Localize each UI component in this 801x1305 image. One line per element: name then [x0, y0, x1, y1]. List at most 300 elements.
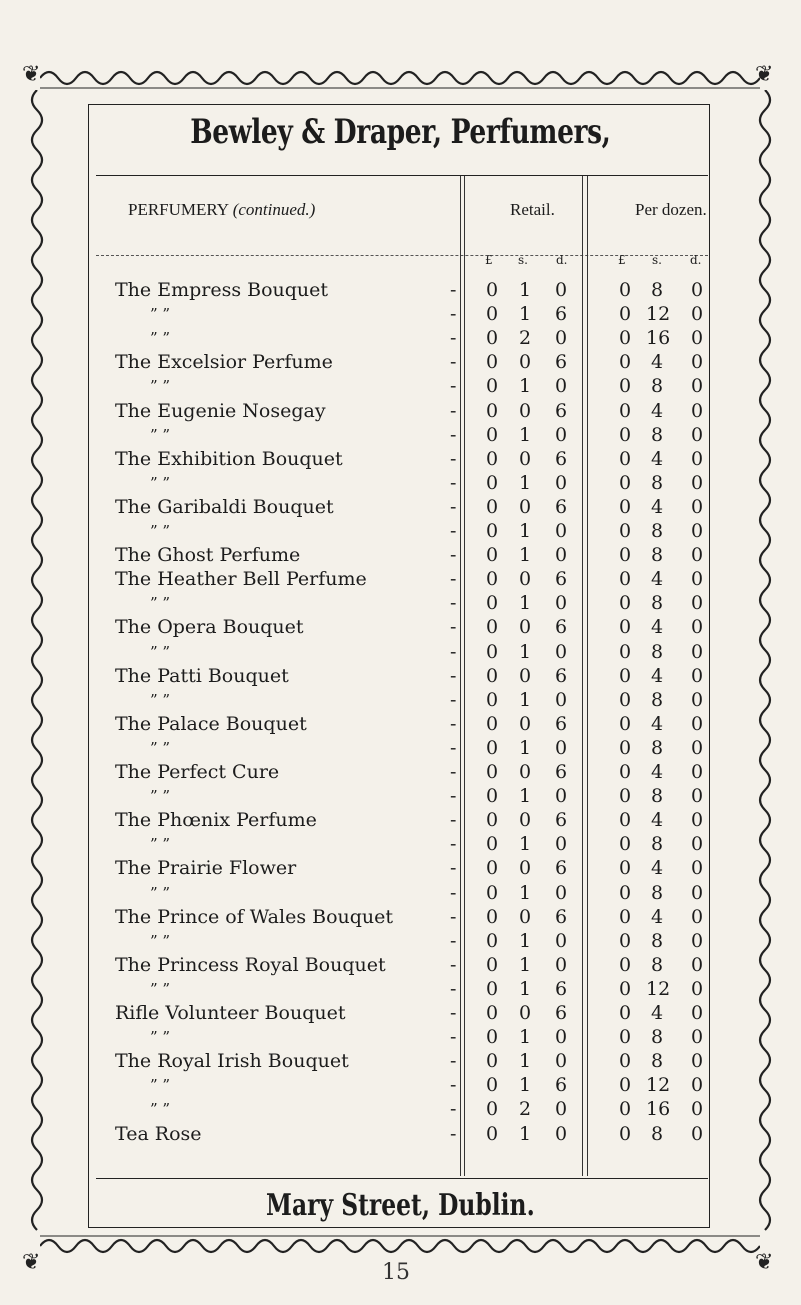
dozen-pounds: 0 [618, 592, 632, 615]
dozen-shillings: 12 [646, 303, 671, 326]
dozen-pounds: 0 [618, 568, 632, 591]
item-name: The Empress Bouquet [115, 279, 329, 301]
dozen-shillings: 12 [646, 1074, 671, 1097]
leader-dash: - [450, 833, 457, 856]
retail-pence: 6 [554, 977, 568, 1000]
dozen-pounds: 0 [618, 1098, 632, 1121]
dozen-shillings: 8 [650, 736, 664, 759]
dozen-pounds: 0 [618, 303, 632, 326]
dozen-pounds: 0 [618, 905, 632, 928]
dozen-shillings: 4 [650, 857, 664, 880]
dozen-pence: 0 [690, 1098, 704, 1121]
dozen-pounds: 0 [618, 881, 632, 904]
dozen-pounds: 0 [618, 495, 632, 518]
table-row [0, 928, 801, 955]
retail-shillings: 1 [518, 640, 532, 663]
item-name: ” ” [150, 425, 171, 444]
dozen-pence: 0 [690, 1122, 704, 1145]
leader-dash: - [450, 616, 457, 639]
retail-shillings: 1 [518, 1122, 532, 1145]
item-name: The Phœnix Perfume [115, 809, 317, 832]
retail-shillings: 0 [518, 809, 532, 832]
dozen-pence: 0 [690, 375, 704, 398]
retail-pounds: 0 [485, 303, 499, 326]
item-name: ” ” [150, 1100, 171, 1119]
retail-shillings: 1 [518, 303, 532, 326]
retail-pounds: 0 [485, 399, 499, 422]
retail-pounds: 0 [485, 592, 499, 615]
retail-pence: 6 [554, 351, 568, 374]
retail-shillings: 1 [518, 592, 532, 615]
retail-shillings: 2 [518, 327, 532, 350]
retail-pounds: 0 [485, 1002, 499, 1024]
item-name: ” ” [150, 690, 171, 709]
table-row [0, 1000, 801, 1027]
retail-pence: 0 [554, 1026, 568, 1049]
leader-dash: - [450, 953, 457, 976]
dozen-pence: 0 [690, 592, 704, 615]
retail-shillings: 1 [518, 471, 532, 494]
dozen-pence: 0 [690, 399, 704, 422]
retail-pounds: 0 [485, 977, 499, 1000]
leader-dash: - [450, 303, 457, 326]
retail-shillings: 0 [518, 399, 532, 422]
retail-pounds: 0 [485, 905, 499, 928]
retail-pounds: 0 [485, 375, 499, 398]
item-name: ” ” [150, 787, 171, 806]
dozen-pence: 0 [690, 785, 704, 808]
retail-pence: 6 [554, 1002, 568, 1024]
dozen-shillings: 4 [650, 495, 664, 518]
retail-pounds: 0 [485, 1098, 499, 1121]
dozen-shillings: 4 [650, 351, 664, 374]
retail-shillings: 0 [518, 568, 532, 591]
retail-pence: 0 [554, 520, 568, 542]
item-name: The Princess Royal Bouquet [115, 953, 386, 976]
retail-shillings: 1 [518, 1050, 532, 1073]
dozen-pounds: 0 [618, 809, 632, 832]
section-label: PERFUMERY [128, 200, 229, 219]
retail-shillings: 1 [518, 881, 532, 904]
header-rule [96, 255, 708, 256]
item-name: ” ” [150, 642, 171, 661]
item-name: ” ” [150, 931, 171, 950]
dozen-shillings: 8 [650, 544, 664, 567]
retail-pence: 0 [554, 375, 568, 398]
dozen-pence: 0 [690, 1026, 704, 1049]
dozen-shillings: 8 [650, 953, 664, 976]
retail-pence: 0 [554, 592, 568, 615]
retail-shillings: 0 [518, 857, 532, 880]
retail-shillings: 1 [518, 1074, 532, 1097]
dozen-pounds: 0 [618, 640, 632, 663]
leader-dash: - [450, 327, 457, 350]
leader-dash: - [450, 399, 457, 422]
dozen-pence: 0 [690, 881, 704, 904]
retail-shillings: 0 [518, 616, 532, 639]
dozen-pence: 0 [690, 761, 704, 783]
dozen-pence: 0 [690, 953, 704, 976]
dozen-pounds: 0 [618, 761, 632, 783]
retail-shillings: 1 [518, 977, 532, 1000]
retail-shillings: 1 [518, 423, 532, 446]
table-row [0, 1072, 801, 1099]
table-row [0, 1096, 801, 1123]
dozen-shillings: 4 [650, 664, 664, 687]
retail-pounds: 0 [485, 761, 499, 783]
item-name: ” ” [150, 1076, 171, 1095]
dozen-pence: 0 [690, 833, 704, 856]
dozen-pounds: 0 [618, 712, 632, 735]
leader-dash: - [450, 688, 457, 711]
dozen-shillings: 8 [650, 1050, 664, 1073]
item-name: The Palace Bouquet [115, 712, 307, 735]
retail-shillings: 1 [518, 375, 532, 398]
table-row [0, 325, 801, 352]
dozen-pence: 0 [690, 544, 704, 567]
leader-dash: - [450, 977, 457, 1000]
unit-pence-retail: d. [556, 253, 568, 267]
retail-shillings: 1 [518, 688, 532, 711]
page-title: Bewley & Draper, Perfumers, [190, 112, 611, 152]
table-row [0, 759, 801, 786]
top-ornamental-border [40, 58, 760, 98]
retail-pence: 0 [554, 688, 568, 711]
item-name: ” ” [150, 377, 171, 396]
dozen-shillings: 8 [650, 688, 664, 711]
corner-ornament-bottom-right: ❦ [755, 1250, 774, 1275]
dozen-pence: 0 [690, 1002, 704, 1024]
item-name: The Heather Bell Perfume [115, 568, 367, 591]
table-row [0, 639, 801, 666]
dozen-pence: 0 [690, 447, 704, 470]
leader-dash: - [450, 1002, 457, 1024]
item-name: ” ” [150, 1028, 171, 1047]
retail-pounds: 0 [485, 423, 499, 446]
leader-dash: - [450, 881, 457, 904]
dozen-pounds: 0 [618, 929, 632, 952]
dozen-shillings: 8 [650, 640, 664, 663]
dozen-shillings: 4 [650, 447, 664, 470]
dozen-pounds: 0 [618, 977, 632, 1000]
table-row [0, 277, 801, 304]
leader-dash: - [450, 495, 457, 518]
dozen-pence: 0 [690, 351, 704, 374]
retail-pence: 6 [554, 905, 568, 928]
dozen-pounds: 0 [618, 953, 632, 976]
leader-dash: - [450, 905, 457, 928]
retail-pounds: 0 [485, 279, 499, 301]
dozen-pounds: 0 [618, 447, 632, 470]
dozen-shillings: 8 [650, 833, 664, 856]
retail-pounds: 0 [485, 736, 499, 759]
leader-dash: - [450, 1074, 457, 1097]
dozen-pounds: 0 [618, 785, 632, 808]
retail-pounds: 0 [485, 640, 499, 663]
table-row [0, 783, 801, 810]
retail-shillings: 0 [518, 495, 532, 518]
dozen-pence: 0 [690, 688, 704, 711]
dozen-shillings: 4 [650, 905, 664, 928]
table-row [0, 614, 801, 641]
retail-pounds: 0 [485, 471, 499, 494]
dozen-pence: 0 [690, 1074, 704, 1097]
retail-pounds: 0 [485, 495, 499, 518]
item-name: The Royal Irish Bouquet [115, 1050, 349, 1073]
retail-pounds: 0 [485, 785, 499, 808]
retail-pounds: 0 [485, 953, 499, 976]
retail-column-header: Retail. [510, 200, 555, 219]
unit-pound-retail: £ [485, 253, 493, 267]
retail-pounds: 0 [485, 712, 499, 735]
dozen-shillings: 4 [650, 399, 664, 422]
retail-shillings: 0 [518, 761, 532, 783]
dozen-pounds: 0 [618, 375, 632, 398]
table-row [0, 542, 801, 569]
dozen-pence: 0 [690, 809, 704, 832]
retail-pence: 0 [554, 785, 568, 808]
retail-shillings: 0 [518, 712, 532, 735]
retail-shillings: 1 [518, 279, 532, 301]
leader-dash: - [450, 929, 457, 952]
retail-shillings: 0 [518, 1002, 532, 1024]
table-row [0, 855, 801, 882]
retail-shillings: 1 [518, 953, 532, 976]
retail-pence: 6 [554, 447, 568, 470]
item-name: ” ” [150, 522, 171, 540]
retail-pence: 6 [554, 857, 568, 880]
dozen-pounds: 0 [618, 688, 632, 711]
page-number: 15 [382, 1260, 410, 1285]
retail-pence: 0 [554, 423, 568, 446]
table-row [0, 880, 801, 907]
leader-dash: - [450, 1098, 457, 1121]
retail-pounds: 0 [485, 833, 499, 856]
table-row [0, 687, 801, 714]
retail-pence: 0 [554, 736, 568, 759]
dozen-pounds: 0 [618, 471, 632, 494]
dozen-pounds: 0 [618, 399, 632, 422]
table-row [0, 494, 801, 521]
footer-address: Mary Street, Dublin. [266, 1188, 535, 1223]
retail-pounds: 0 [485, 1122, 499, 1145]
retail-shillings: 2 [518, 1098, 532, 1121]
table-row [0, 904, 801, 931]
dozen-shillings: 12 [646, 977, 671, 1000]
retail-pence: 0 [554, 544, 568, 567]
dozen-pounds: 0 [618, 423, 632, 446]
retail-pounds: 0 [485, 544, 499, 567]
leader-dash: - [450, 375, 457, 398]
leader-dash: - [450, 423, 457, 446]
dozen-shillings: 8 [650, 881, 664, 904]
dozen-shillings: 16 [646, 327, 671, 350]
retail-pence: 6 [554, 761, 568, 783]
retail-pounds: 0 [485, 809, 499, 832]
dozen-shillings: 4 [650, 1002, 664, 1024]
section-note: (continued.) [232, 200, 316, 219]
unit-shilling-retail: s. [518, 253, 528, 267]
dozen-pence: 0 [690, 1050, 704, 1073]
retail-pence: 0 [554, 640, 568, 663]
dozen-pence: 0 [690, 977, 704, 1000]
dozen-pounds: 0 [618, 736, 632, 759]
leader-dash: - [450, 640, 457, 663]
retail-pounds: 0 [485, 568, 499, 591]
retail-pence: 0 [554, 471, 568, 494]
table-row [0, 470, 801, 497]
item-name: The Patti Bouquet [115, 664, 289, 687]
retail-pence: 0 [554, 1098, 568, 1121]
retail-pounds: 0 [485, 881, 499, 904]
dozen-pence: 0 [690, 640, 704, 663]
retail-pounds: 0 [485, 1074, 499, 1097]
corner-ornament-bottom-left: ❦ [22, 1250, 41, 1275]
table-row [0, 398, 801, 425]
dozen-pence: 0 [690, 471, 704, 494]
retail-pounds: 0 [485, 447, 499, 470]
dozen-pounds: 0 [618, 1002, 632, 1024]
leader-dash: - [450, 1122, 457, 1145]
item-name: ” ” [150, 473, 171, 492]
leader-dash: - [450, 447, 457, 470]
dozen-pence: 0 [690, 520, 704, 542]
retail-pence: 6 [554, 495, 568, 518]
table-row [0, 1048, 801, 1075]
leader-dash: - [450, 520, 457, 542]
retail-pence: 6 [554, 568, 568, 591]
retail-pence: 6 [554, 616, 568, 639]
unit-pence-dozen: d. [690, 253, 702, 267]
corner-ornament-top-left: ❦ [22, 62, 41, 87]
dozen-shillings: 16 [646, 1098, 671, 1121]
table-row [0, 518, 801, 545]
retail-pounds: 0 [485, 327, 499, 350]
retail-pence: 6 [554, 809, 568, 832]
dozen-pence: 0 [690, 712, 704, 735]
dozen-pounds: 0 [618, 664, 632, 687]
item-name: ” ” [150, 738, 171, 757]
table-row [0, 663, 801, 690]
footer-rule-top [96, 1178, 708, 1179]
retail-pence: 6 [554, 664, 568, 687]
leader-dash: - [450, 351, 457, 374]
item-name: Rifle Volunteer Bouquet [115, 1002, 346, 1024]
table-row [0, 349, 801, 376]
dozen-pounds: 0 [618, 279, 632, 301]
dozen-pence: 0 [690, 495, 704, 518]
retail-pounds: 0 [485, 688, 499, 711]
leader-dash: - [450, 664, 457, 687]
retail-shillings: 1 [518, 929, 532, 952]
dozen-pence: 0 [690, 279, 704, 301]
leader-dash: - [450, 736, 457, 759]
dozen-pounds: 0 [618, 544, 632, 567]
table-row [0, 373, 801, 400]
leader-dash: - [450, 712, 457, 735]
item-name: ” ” [150, 979, 171, 998]
item-name: ” ” [150, 594, 171, 613]
item-name: ” ” [150, 329, 171, 348]
item-name: The Prince of Wales Bouquet [115, 905, 394, 928]
dozen-pounds: 0 [618, 1122, 632, 1145]
item-name: ” ” [150, 305, 171, 324]
retail-pounds: 0 [485, 929, 499, 952]
table-row [0, 1024, 801, 1051]
table-row [0, 301, 801, 328]
item-name: The Opera Bouquet [115, 616, 304, 639]
table-row [0, 807, 801, 834]
per-dozen-column-header: Per dozen. [635, 200, 707, 219]
dozen-shillings: 4 [650, 568, 664, 591]
dozen-pounds: 0 [618, 520, 632, 542]
dozen-shillings: 8 [650, 1026, 664, 1049]
dozen-shillings: 8 [650, 423, 664, 446]
section-heading [128, 200, 315, 220]
item-name: The Ghost Perfume [115, 544, 301, 567]
dozen-pence: 0 [690, 568, 704, 591]
retail-pounds: 0 [485, 351, 499, 374]
dozen-pounds: 0 [618, 327, 632, 350]
retail-shillings: 0 [518, 351, 532, 374]
dozen-pounds: 0 [618, 351, 632, 374]
retail-pence: 0 [554, 953, 568, 976]
dozen-shillings: 8 [650, 785, 664, 808]
dozen-shillings: 4 [650, 712, 664, 735]
retail-shillings: 1 [518, 736, 532, 759]
table-row [0, 422, 801, 449]
retail-pounds: 0 [485, 664, 499, 687]
retail-shillings: 0 [518, 447, 532, 470]
leader-dash: - [450, 857, 457, 880]
table-row [0, 735, 801, 762]
dozen-shillings: 8 [650, 592, 664, 615]
dozen-pence: 0 [690, 327, 704, 350]
dozen-pounds: 0 [618, 1074, 632, 1097]
title-rule [96, 175, 708, 176]
leader-dash: - [450, 1050, 457, 1073]
retail-pence: 6 [554, 712, 568, 735]
item-name: The Prairie Flower [115, 857, 297, 880]
dozen-shillings: 8 [650, 375, 664, 398]
table-row [0, 831, 801, 858]
dozen-shillings: 8 [650, 279, 664, 301]
retail-shillings: 1 [518, 520, 532, 542]
dozen-pounds: 0 [618, 616, 632, 639]
dozen-pence: 0 [690, 857, 704, 880]
leader-dash: - [450, 279, 457, 301]
dozen-pence: 0 [690, 303, 704, 326]
leader-dash: - [450, 592, 457, 615]
item-name: ” ” [150, 883, 171, 902]
dozen-pence: 0 [690, 929, 704, 952]
dozen-pence: 0 [690, 736, 704, 759]
item-name: The Exhibition Bouquet [115, 447, 343, 470]
dozen-pence: 0 [690, 905, 704, 928]
leader-dash: - [450, 471, 457, 494]
retail-pence: 0 [554, 833, 568, 856]
leader-dash: - [450, 568, 457, 591]
leader-dash: - [450, 1026, 457, 1049]
retail-pence: 0 [554, 881, 568, 904]
retail-pence: 6 [554, 1074, 568, 1097]
dozen-shillings: 8 [650, 471, 664, 494]
table-row [0, 566, 801, 593]
corner-ornament-top-right: ❦ [755, 62, 774, 87]
retail-pounds: 0 [485, 1050, 499, 1073]
dozen-pence: 0 [690, 664, 704, 687]
item-name: The Eugenie Nosegay [115, 399, 326, 422]
